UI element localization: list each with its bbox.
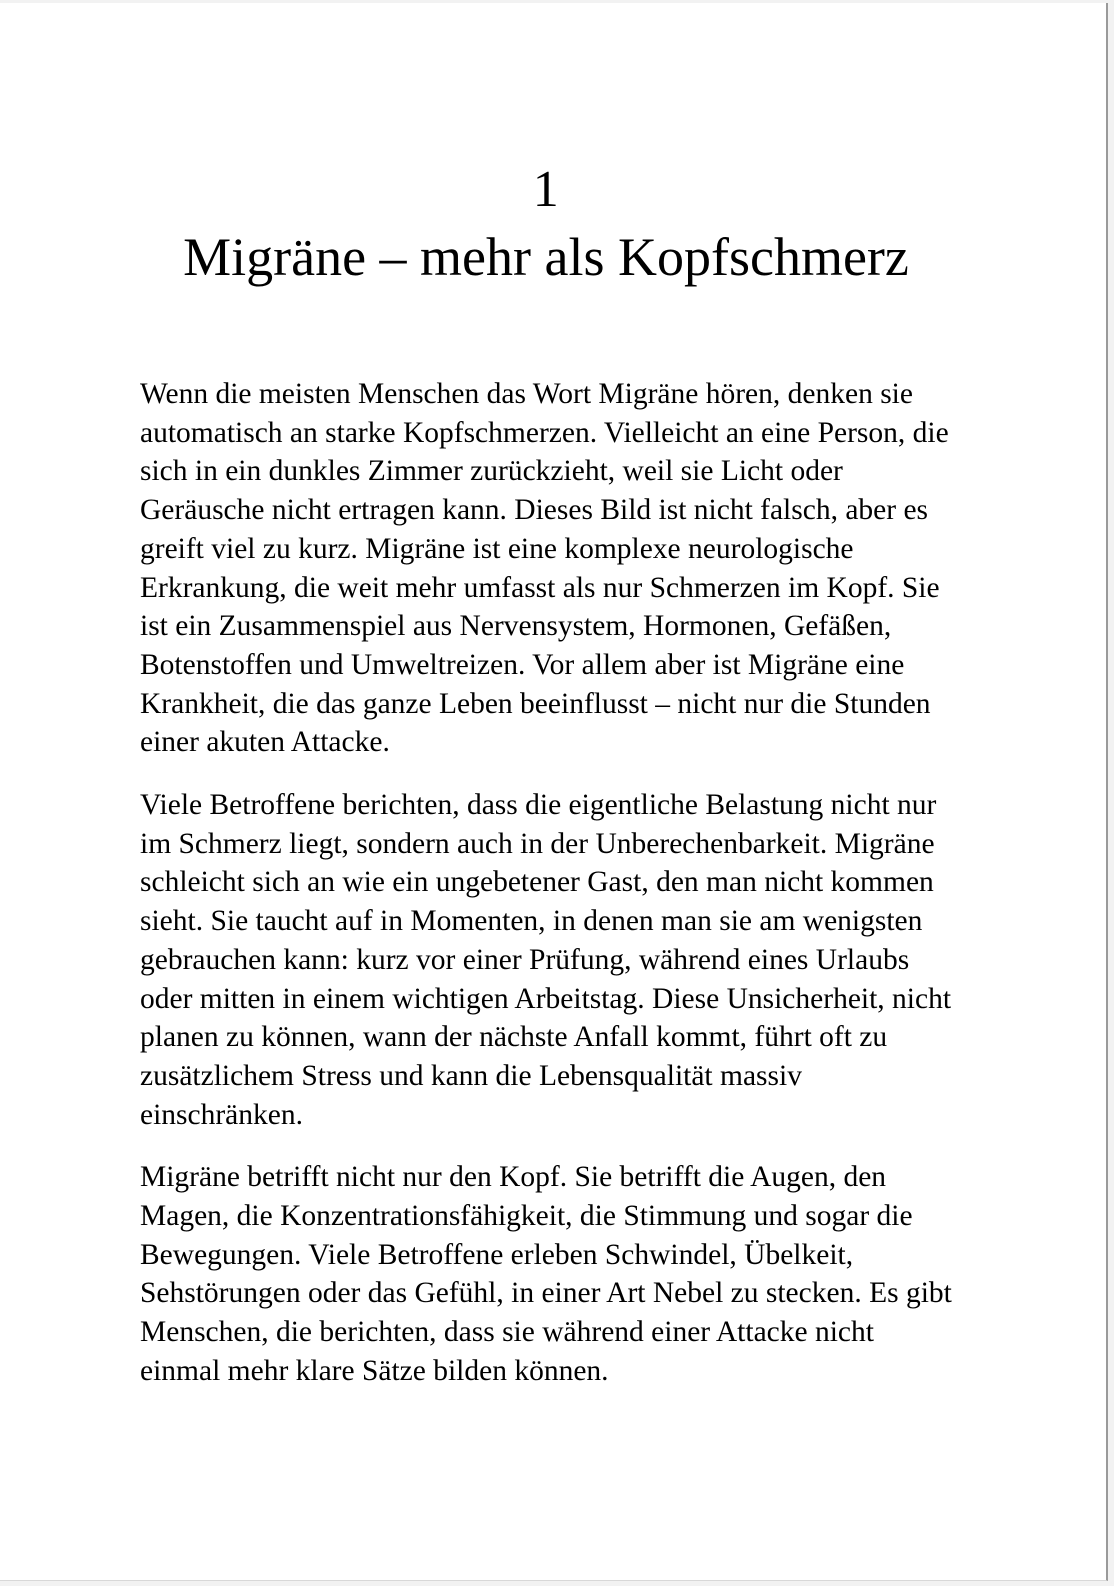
body-paragraph: Migräne betrifft nicht nur den Kopf. Sie betrifft die Augen, den Magen, die Konzentrationsfähigkeit, die Stimmung und sogar die Bewegungen. Viele Betroffene erleben Schwindel, Übelkeit, Sehstörungen oder das Gefühl, in einer Art Nebel zu stecken. Es gibt Menschen, die berichten, dass sie während einer Attacke nicht einmal mehr klare Sätze bilden können.: [140, 1161, 952, 1387]
chapter-title: Migräne – mehr als Kopfschmerz: [183, 227, 909, 287]
document-page: [0, 3, 1108, 1581]
body-paragraph: Wenn die meisten Menschen das Wort Migräne hören, denken sie automatisch an starke Kopfschmerzen. Vielleicht an eine Person, die sich in ein dunkles Zimmer zurückzieht, weil sie Licht oder Geräusche nicht ertragen kann. Dieses Bild ist nicht falsch, aber es greift viel zu kurz. Migräne ist eine komplexe neurologische Erkrankung, die weit mehr umfasst als nur Schmerzen im Kopf. Sie ist ein Zusammenspiel aus Nervensystem, Hormonen, Gefäßen, Botenstoffen und Umweltreizen. Vor allem aber ist Migräne eine Krankheit, die das ganze Leben beeinflusst – nicht nur die Stunden einer akuten Attacke.: [140, 378, 949, 759]
chapter-number: 1: [532, 161, 560, 218]
body-paragraph: Viele Betroffene berichten, dass die eigentliche Belastung nicht nur im Schmerz liegt, sondern auch in der Unberechenbarkeit. Migräne schleicht sich an wie ein ungebetener Gast, den man nicht kommen sieht. Sie taucht auf in Momenten, in denen man sie am wenigsten gebrauchen kann: kurz vor einer Prüfung, während eines Urlaubs oder mitten in einem wichtigen Arbeitstag. Diese Unsicherheit, nicht planen zu können, wann der nächste Anfall kommt, führt oft zu zusätzlichem Stress und kann die Lebensqualität massiv einschränken.: [140, 789, 952, 1131]
page-content: [140, 3, 952, 1391]
